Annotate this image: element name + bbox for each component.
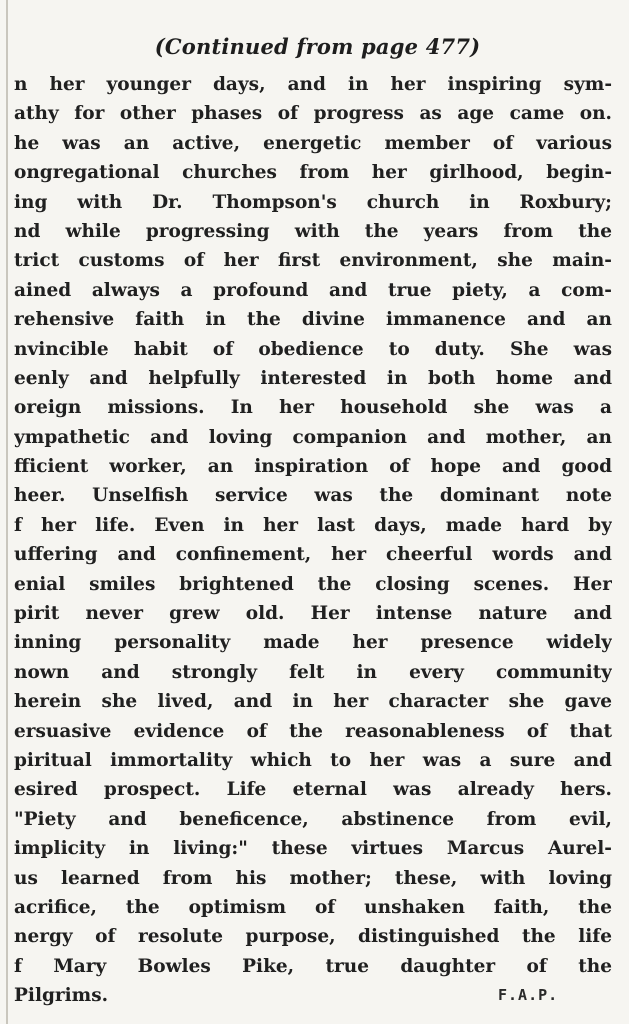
text-line: nvincible habit of obedience to duty. She was: [14, 338, 612, 360]
text-line: f Mary Bowles Pike, true daughter of the: [14, 955, 612, 977]
text-line: us learned from his mother; these, with loving: [14, 867, 612, 889]
text-line: ained always a profound and true piety, a com-: [14, 279, 612, 301]
page-edge-right: [629, 0, 635, 1024]
text-line: f her life. Even in her last days, made hard by: [14, 514, 612, 536]
text-line: rehensive faith in the divine immanence and an: [14, 309, 612, 331]
text-line: "Piety and beneficence, abstinence from evil,: [14, 808, 612, 830]
text-line: enial smiles brightened the closing scenes. Her: [14, 573, 612, 595]
text-line: nd while progressing with the years from the: [14, 220, 612, 242]
text-line: acrifice, the optimism of unshaken faith, the: [14, 896, 612, 918]
text-line: n her younger days, and in her inspiring sym-: [14, 74, 612, 95]
text-line: eenly and helpfully interested in both home and: [14, 367, 612, 389]
text-line: ing with Dr. Thompson's church in Roxbury;: [14, 191, 612, 213]
text-line: oreign missions. In her household she was a: [14, 397, 612, 419]
text-line: trict customs of her first environment, she main-: [14, 250, 612, 272]
column-rule-left: [6, 0, 8, 1024]
text-line: he was an active, energetic member of various: [14, 132, 612, 154]
author-initials: F.A.P.: [498, 986, 559, 1004]
text-line: inning personality made her presence widely: [14, 632, 612, 654]
text-line: ongregational churches from her girlhood, begin-: [14, 162, 612, 184]
text-line: heer. Unselfish service was the dominant note: [14, 485, 612, 507]
text-line: esired prospect. Life eternal was already hers.: [14, 779, 612, 801]
text-line: athy for other phases of progress as age came on.: [14, 103, 612, 125]
continued-heading: (Continued from page 477): [154, 34, 481, 59]
text-line: fficient worker, an inspiration of hope and good: [14, 456, 612, 478]
text-line: nown and strongly felt in every community: [14, 661, 612, 683]
text-line: pirit never grew old. Her intense nature and: [14, 603, 612, 625]
text-line: herein she lived, and in her character she gave: [14, 691, 612, 713]
text-line: ympathetic and loving companion and mother, an: [14, 426, 612, 448]
text-line: nergy of resolute purpose, distinguished the life: [14, 926, 612, 948]
text-line: ersuasive evidence of the reasonableness of that: [14, 720, 612, 742]
article-column: [14, 70, 612, 1011]
text-line: piritual immortality which to her was a sure and: [14, 749, 612, 771]
text-line: uffering and confinement, her cheerful words and: [14, 544, 612, 566]
text-line: implicity in living:" these virtues Marcus Aurel-: [14, 838, 612, 860]
text-line: Pilgrims.: [14, 985, 109, 1007]
